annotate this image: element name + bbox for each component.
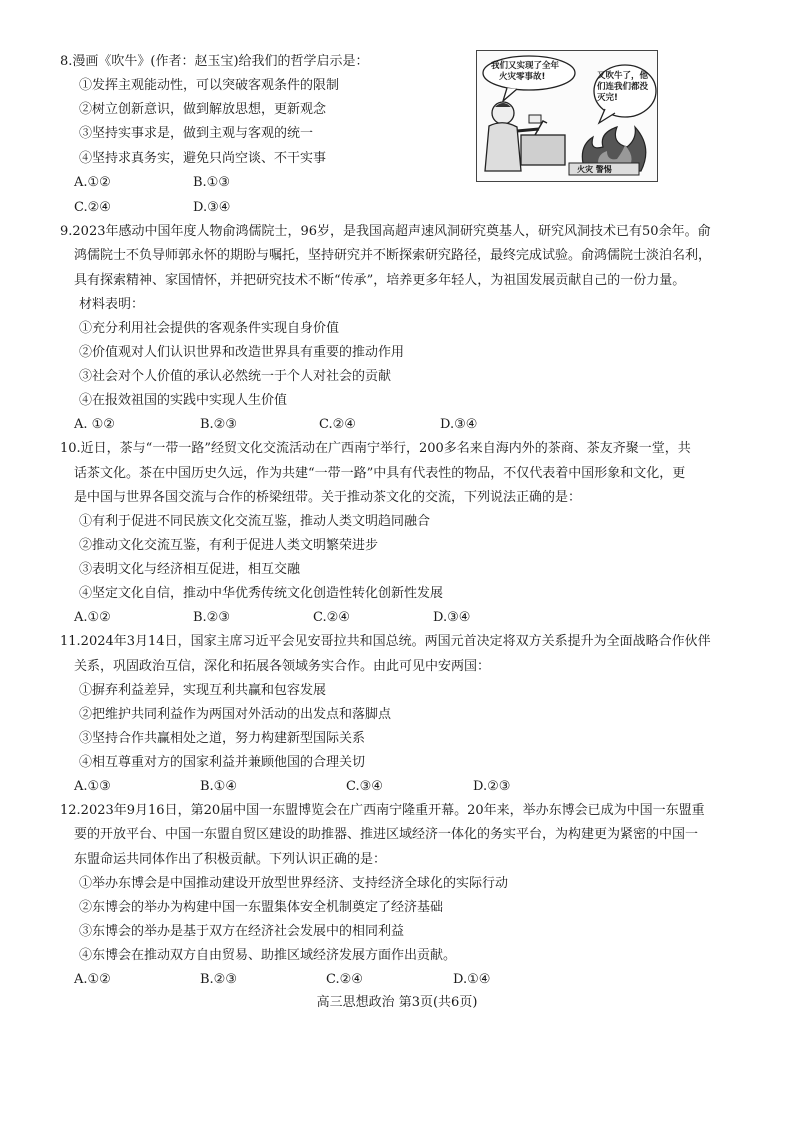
q8-option-b: B.①③ <box>193 175 230 190</box>
q11-line-1: 11.2024年3月14日，国家主席习近平会见安哥拉共和国总统。两国元首决定将双方关系提升为全面战略合作伙伴 <box>60 634 711 649</box>
q11-option-c: C.③④ <box>346 779 383 794</box>
cartoon-boasting <box>476 50 658 182</box>
q10-item-2: ②推动文化交流互鉴，有利于促进人类文明繁荣进步 <box>79 538 379 553</box>
q11-item-1: ①摒弃利益差异，实现互利共赢和包容发展 <box>79 683 327 698</box>
q12-item-4: ④东博会在推动双方自由贸易、助推区域经济发展方面作出贡献。 <box>79 948 457 963</box>
q9-option-c: C.②④ <box>319 417 356 432</box>
q9-line-1: 9.2023年感动中国年度人物俞鸿儒院士，96岁，是我国高超声速风洞研究奠基人，研究风洞技术已有50余年。俞 <box>60 224 711 239</box>
q12-option-b: B.②③ <box>200 972 237 987</box>
q11-option-d: D.②③ <box>473 779 511 794</box>
q8-option-c: C.②④ <box>74 200 111 215</box>
q10-line-1: 10.近日，茶与“一带一路”经贸文化交流活动在广西南宁举行，200多名来自海内外的茶商、茶友齐聚一堂，共 <box>60 441 691 456</box>
q8-item-1: ①发挥主观能动性，可以突破客观条件的限制 <box>79 78 340 93</box>
q10-line-3: 是中国与世界各国交流与合作的桥梁纽带。关于推动茶文化的交流，下列说法正确的是： <box>74 490 582 505</box>
cartoon-label: 火灾 警惕 <box>577 165 612 174</box>
q10-option-d: D.③④ <box>433 610 471 625</box>
q10-item-3: ③表明文化与经济相互促进，相互交融 <box>79 562 301 577</box>
q11-option-b: B.①④ <box>200 779 237 794</box>
q9-item-1: ①充分利用社会提供的客观条件实现自身价值 <box>79 321 340 336</box>
q12-item-2: ②东博会的举办为构建中国一东盟集体安全机制奠定了经济基础 <box>79 900 444 915</box>
q9-item-2: ②价值观对人们认识世界和改造世界具有重要的推动作用 <box>79 345 405 360</box>
q12-item-3: ③东博会的举办是基于双方在经济社会发展中的相同利益 <box>79 924 405 939</box>
q8-item-2: ②树立创新意识，做到解放思想，更新观念 <box>79 102 327 117</box>
cartoon-bubble-right <box>597 71 648 104</box>
q9-item-4: ④在报效祖国的实践中实现人生价值 <box>79 393 288 408</box>
q11-item-3: ③坚持合作共赢相处之道，努力构建新型国际关系 <box>79 731 366 746</box>
q9-option-b: B.②③ <box>200 417 237 432</box>
q9-option-d: D.③④ <box>440 417 478 432</box>
q8-stem: 8.漫画《吹牛》(作者：赵玉宝)给我们的哲学启示是： <box>60 54 369 69</box>
q8-option-a: A.①② <box>74 175 111 190</box>
cartoon-bubble-right-line-2: 们连我们都没 <box>597 82 649 92</box>
cartoon-bubble-left-line-1: 我们又实现了全年 <box>491 61 560 71</box>
q12-line-1: 12.2023年9月16日，第20届中国一东盟博览会在广西南宁隆重开幕。20年来，举办东博会已成为中国一东盟重 <box>60 803 705 818</box>
q9-option-a: A. ①② <box>74 417 115 432</box>
q11-item-4: ④相互尊重对方的国家利益并兼顾他国的合理关切 <box>79 755 366 770</box>
q8-item-3: ③坚持实事求是，做到主观与客观的统一 <box>79 126 314 141</box>
q11-line-2: 关系，巩固政治互信，深化和拓展各领域务实合作。由此可见中安两国： <box>74 659 491 674</box>
q8-item-4: ④坚持求真务实，避免只尚空谈、不干实事 <box>79 151 327 166</box>
q12-option-a: A.①② <box>74 972 111 987</box>
q12-option-d: D.①④ <box>453 972 491 987</box>
cartoon-bubble-right-line-1: 又吹牛了，他 <box>597 71 649 81</box>
q12-option-c: C.②④ <box>326 972 363 987</box>
q9-line-2: 鸿儒院士不负导师郭永怀的期盼与嘱托，坚持研究并不断探索研究路径，最终完成试验。俞鸿儒院士淡泊名利， <box>74 248 712 263</box>
q12-item-1: ①举办东博会是中国推动建设开放型世界经济、支持经济全球化的实际行动 <box>79 876 509 891</box>
cartoon-bubble-left <box>491 61 559 83</box>
q11-item-2: ②把维护共同利益作为两国对外活动的出发点和落脚点 <box>79 707 392 722</box>
q10-item-4: ④坚定文化自信，推动中华优秀传统文化创造性转化创新性发展 <box>79 586 444 601</box>
q9-line-3: 具有探索精神、家国情怀，并把研究技术不断“传承”，培养更多年轻人，为祖国发展贡献自己的一份力量。 <box>74 273 686 288</box>
q9-item-3: ③社会对个人价值的承认必然统一于个人对社会的贡献 <box>79 369 392 384</box>
q12-line-3: 东盟命运共同体作出了积极贡献。下列认识正确的是： <box>74 852 387 867</box>
cartoon-bubble-left-line-2: 火灾零事故! <box>499 72 546 82</box>
q11-option-a: A.①③ <box>74 779 111 794</box>
q12-line-2: 要的开放平台、中国一东盟自贸区建设的助推器、推进区域经济一体化的务实平台，为构建更为紧密的中国一 <box>74 827 699 842</box>
cartoon-bubble-right-line-3: 灭完! <box>597 93 618 103</box>
q10-option-b: B.②③ <box>193 610 230 625</box>
q10-line-2: 话茶文化。茶在中国历史久远，作为共建“一带一路”中具有代表性的物品，不仅代表着中国形象和文化，更 <box>74 466 686 481</box>
q10-option-a: A.①② <box>74 610 111 625</box>
q10-item-1: ①有利于促进不同民族文化交流互鉴，推动人类文明趋同融合 <box>79 514 431 529</box>
q9-line-4: 材料表明： <box>79 297 145 312</box>
page-footer: 高三思想政治 第3页(共6页) <box>316 995 478 1010</box>
q8-option-d: D.③④ <box>193 200 231 215</box>
q10-option-c: C.②④ <box>313 610 350 625</box>
